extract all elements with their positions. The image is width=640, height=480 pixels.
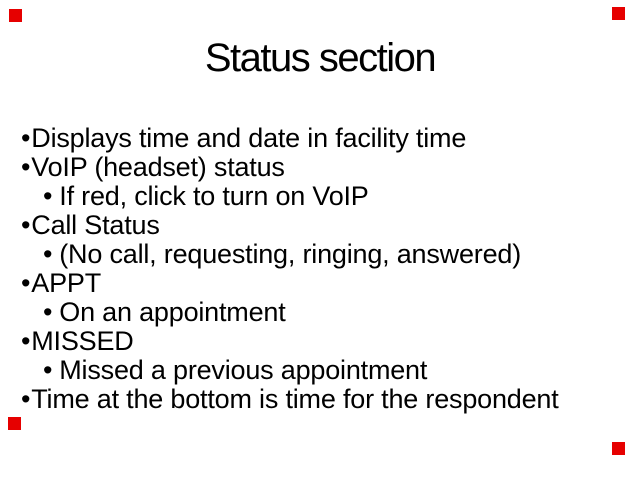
bullet-line [0, 298, 636, 327]
bullet-text: Call Status [31, 210, 160, 240]
bullet-line [0, 240, 636, 269]
bullet-text: (No call, requesting, ringing, answered) [59, 239, 521, 269]
slide-title: Status section [204, 36, 436, 80]
bullet-glyph: • [21, 123, 31, 153]
bullet-line [0, 124, 636, 153]
corner-marker-top-left [9, 9, 22, 22]
bullet-glyph: • [21, 384, 31, 414]
bullet-line [0, 327, 636, 356]
bullet-list [0, 124, 636, 414]
corner-marker-left-lower [8, 417, 21, 430]
bullet-glyph: • [43, 297, 53, 327]
bullet-glyph: • [21, 268, 31, 298]
bullet-line [0, 385, 636, 414]
bullet-glyph: • [21, 326, 31, 356]
bullet-line [0, 356, 636, 385]
bullet-text: Time at the bottom is time for the respondent [31, 384, 559, 414]
bullet-glyph: • [21, 210, 31, 240]
bullet-glyph: • [43, 181, 53, 211]
bullet-text: APPT [31, 268, 101, 298]
bullet-text: Displays time and date in facility time [31, 123, 467, 153]
corner-marker-top-right [612, 7, 625, 20]
bullet-line [0, 182, 636, 211]
bullet-text: Missed a previous appointment [59, 355, 428, 385]
bullet-glyph: • [43, 355, 53, 385]
bullet-text: If red, click to turn on VoIP [59, 181, 369, 211]
bullet-text: MISSED [31, 326, 134, 356]
bullet-line [0, 153, 636, 182]
bullet-text: VoIP (headset) status [31, 152, 285, 182]
corner-marker-bottom-right [612, 442, 625, 455]
bullet-line [0, 211, 636, 240]
bullet-glyph: • [43, 239, 53, 269]
bullet-text: On an appointment [59, 297, 286, 327]
bullet-line [0, 269, 636, 298]
bullet-glyph: • [21, 152, 31, 182]
